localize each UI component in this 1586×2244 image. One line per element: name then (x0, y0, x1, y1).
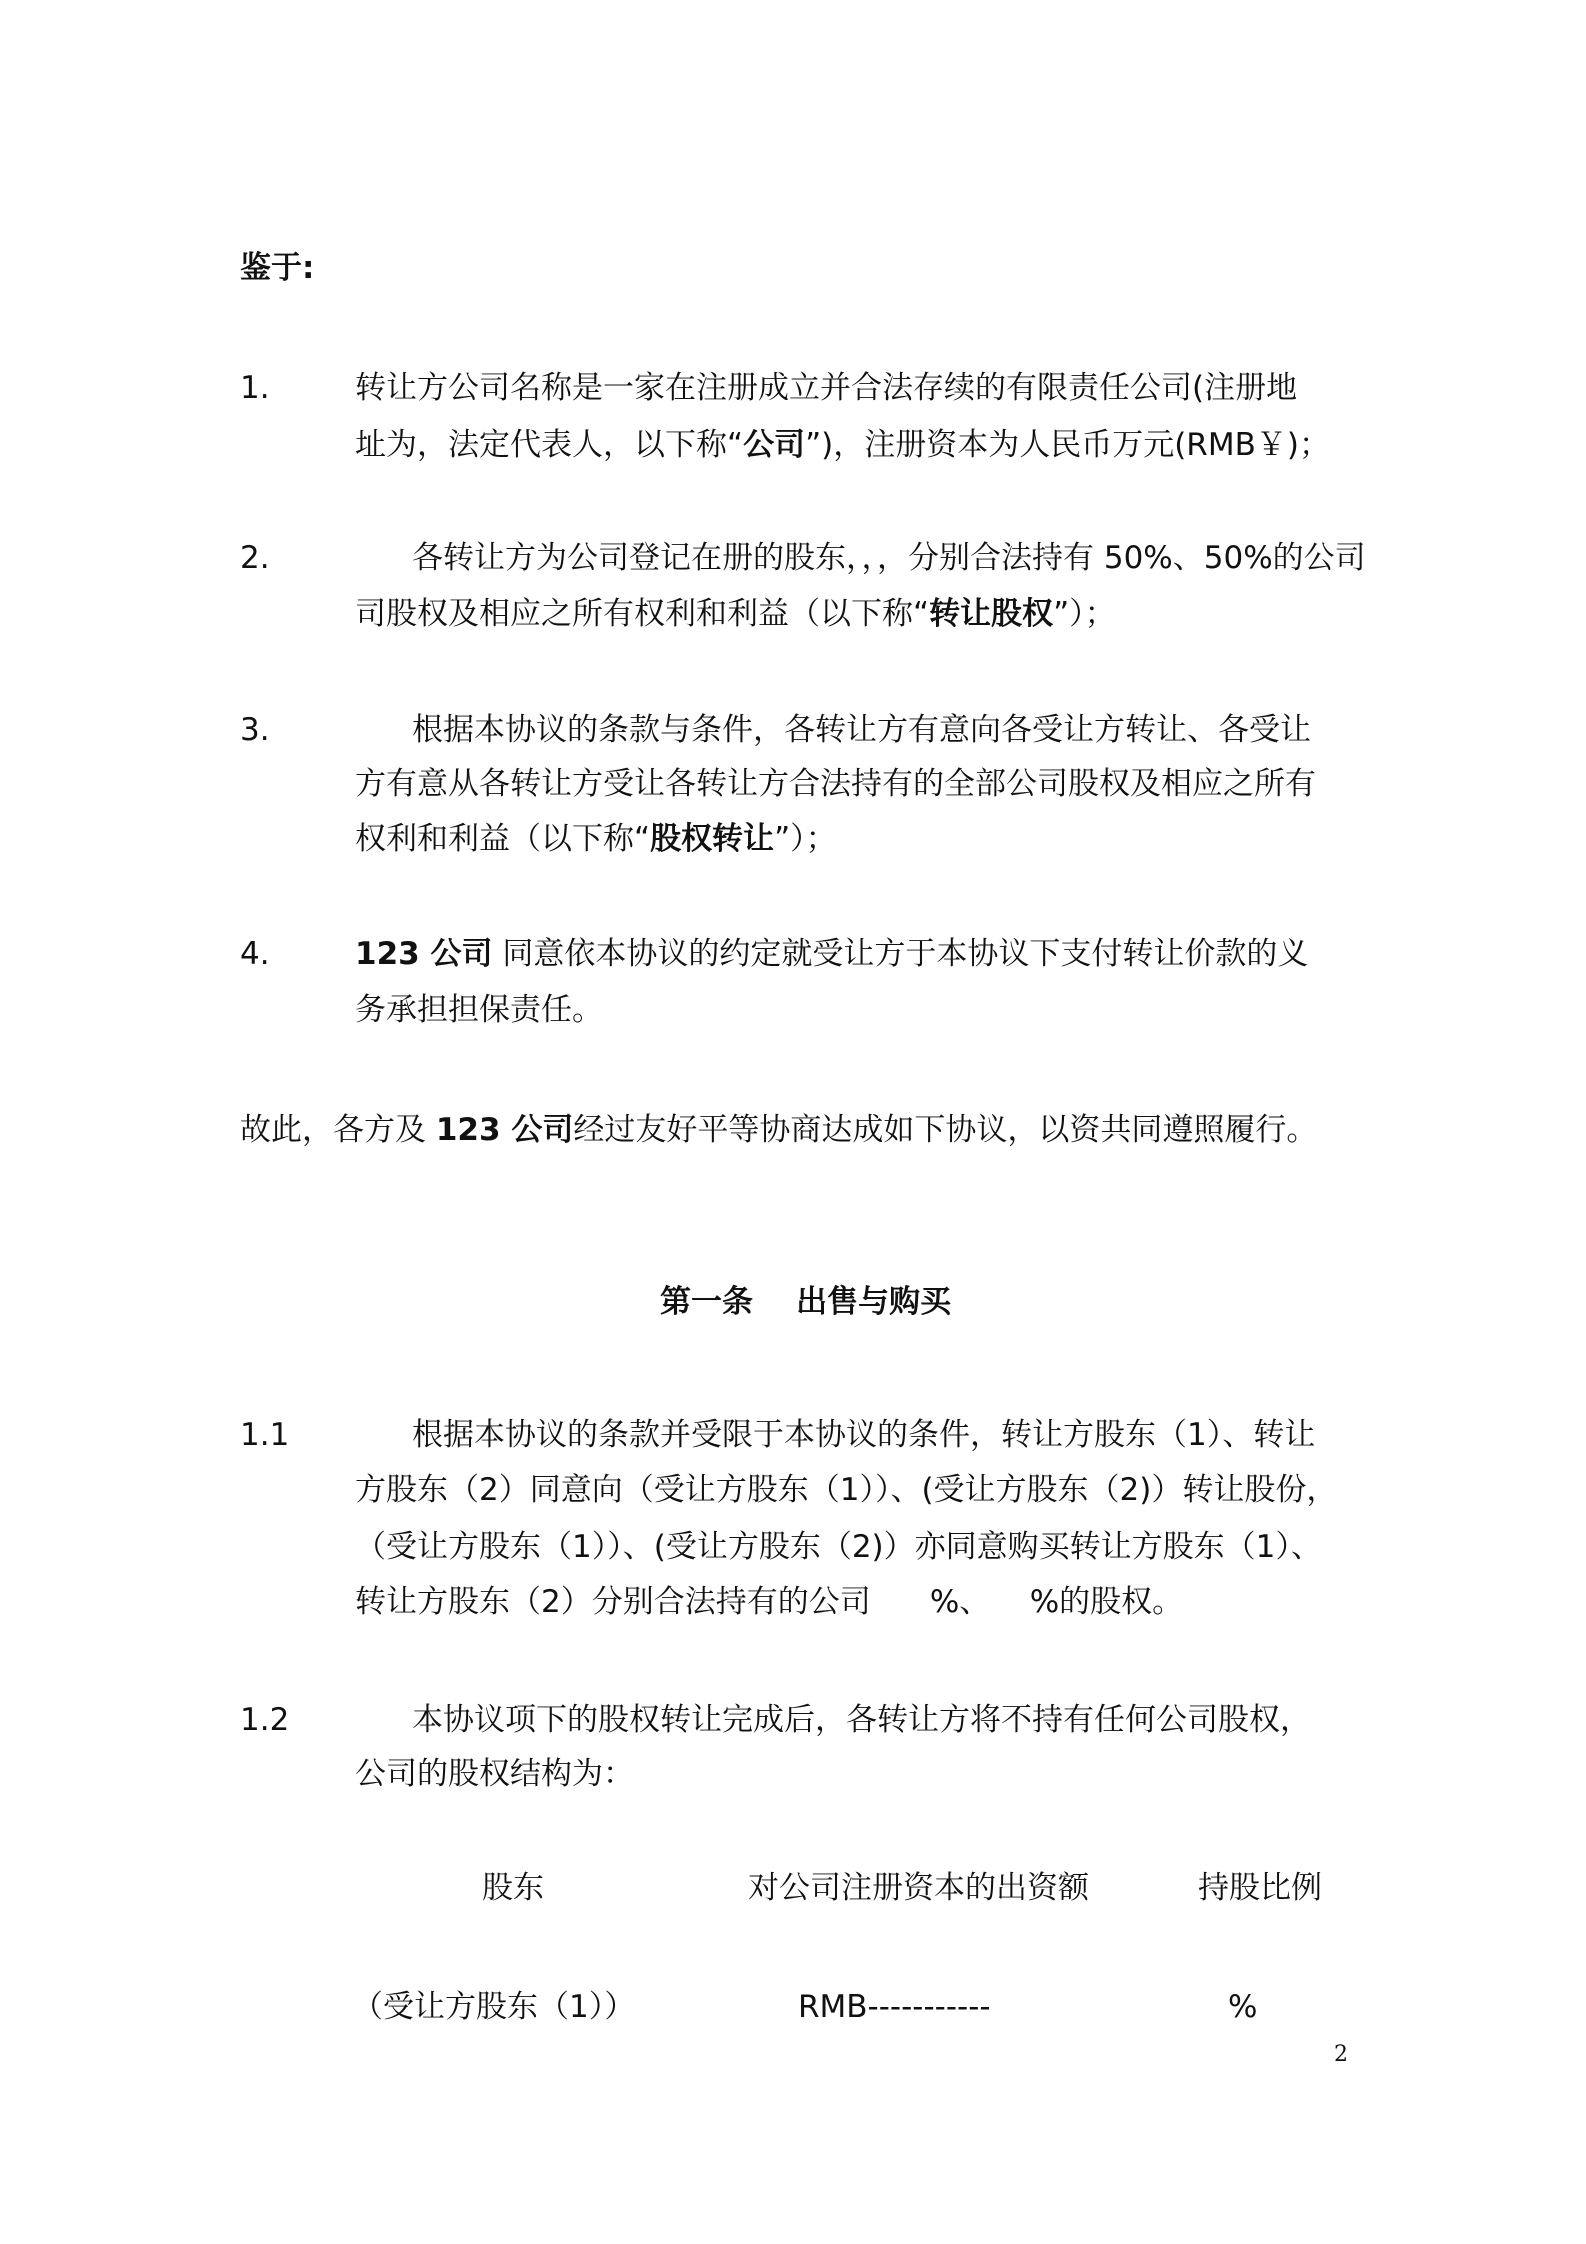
recital-text-line: 务承担担保责任。 (355, 992, 603, 1028)
table-cell-capital-contribution: RMB----------- (798, 1989, 991, 2025)
clause-text-line: 公司的股权结构为： (355, 1756, 634, 1792)
clause-text-line: （受让方股东（1））、(受让方股东（2)）亦同意购买转让方股东（1）、 (355, 1529, 1322, 1565)
recital-text-line: 址为，法定代表人，以下称“公司”)，注册资本为人民币万元(RMB￥)； (355, 427, 1330, 463)
recital-text-line: 转让方公司名称是一家在注册成立并合法存续的有限责任公司(注册地 (355, 370, 1298, 406)
recital-text-line: 方有意从各转让方受让各转让方合法持有的全部公司股权及相应之所有 (355, 766, 1316, 802)
recital-text-line: 各转让方为公司登记在册的股东，，，分别合法持有 50%、50%的公司 (412, 540, 1366, 576)
clause-number: 1.2 (240, 1702, 290, 1738)
clause-text-line: 本协议项下的股权转让完成后，各转让方将不持有任何公司股权， (412, 1702, 1311, 1738)
clause-text-line: 根据本协议的条款并受限于本协议的条件，转让方股东（1）、转让 (412, 1417, 1316, 1453)
recital-number: 1. (240, 370, 270, 406)
recital-number: 2. (240, 540, 270, 576)
clause-text-line: 方股东（2）同意向（受让方股东（1））、(受让方股东（2)）转让股份， (355, 1472, 1338, 1508)
table-header-shareholding-ratio: 持股比例 (1198, 1870, 1322, 1906)
table-cell-shareholding-ratio: % (1228, 1989, 1258, 2025)
recital-number: 3. (240, 712, 270, 748)
recital-text-line: 根据本协议的条款与条件，各转让方有意向各受让方转让、各受让 (412, 712, 1311, 748)
table-cell-shareholder: （受让方股东（1）） (352, 1989, 636, 2025)
conclusion-paragraph: 故此，各方及 123 公司经过友好平等协商达成如下协议，以资共同遵照履行。 (240, 1112, 1318, 1148)
recital-text-line: 权利和利益（以下称“股权转让”）； (355, 821, 837, 857)
clause-number: 1.1 (240, 1417, 290, 1453)
whereas-heading: 鉴于: (240, 250, 315, 286)
clause-text-line: 转让方股东（2）分别合法持有的公司 %、 %的股权。 (355, 1584, 1184, 1620)
recital-number: 4. (240, 936, 270, 972)
table-header-shareholder: 股东 (482, 1870, 544, 1906)
table-header-capital-contribution: 对公司注册资本的出资额 (748, 1870, 1089, 1906)
article-title: 第一条 出售与购买 (660, 1284, 952, 1320)
page-number: 2 (1334, 2042, 1348, 2067)
recital-text-line: 123 公司 同意依本协议的约定就受让方于本协议下支付转让价款的义 (355, 936, 1309, 972)
recital-text-line: 司股权及相应之所有权利和利益（以下称“转让股权”）； (355, 596, 1116, 632)
